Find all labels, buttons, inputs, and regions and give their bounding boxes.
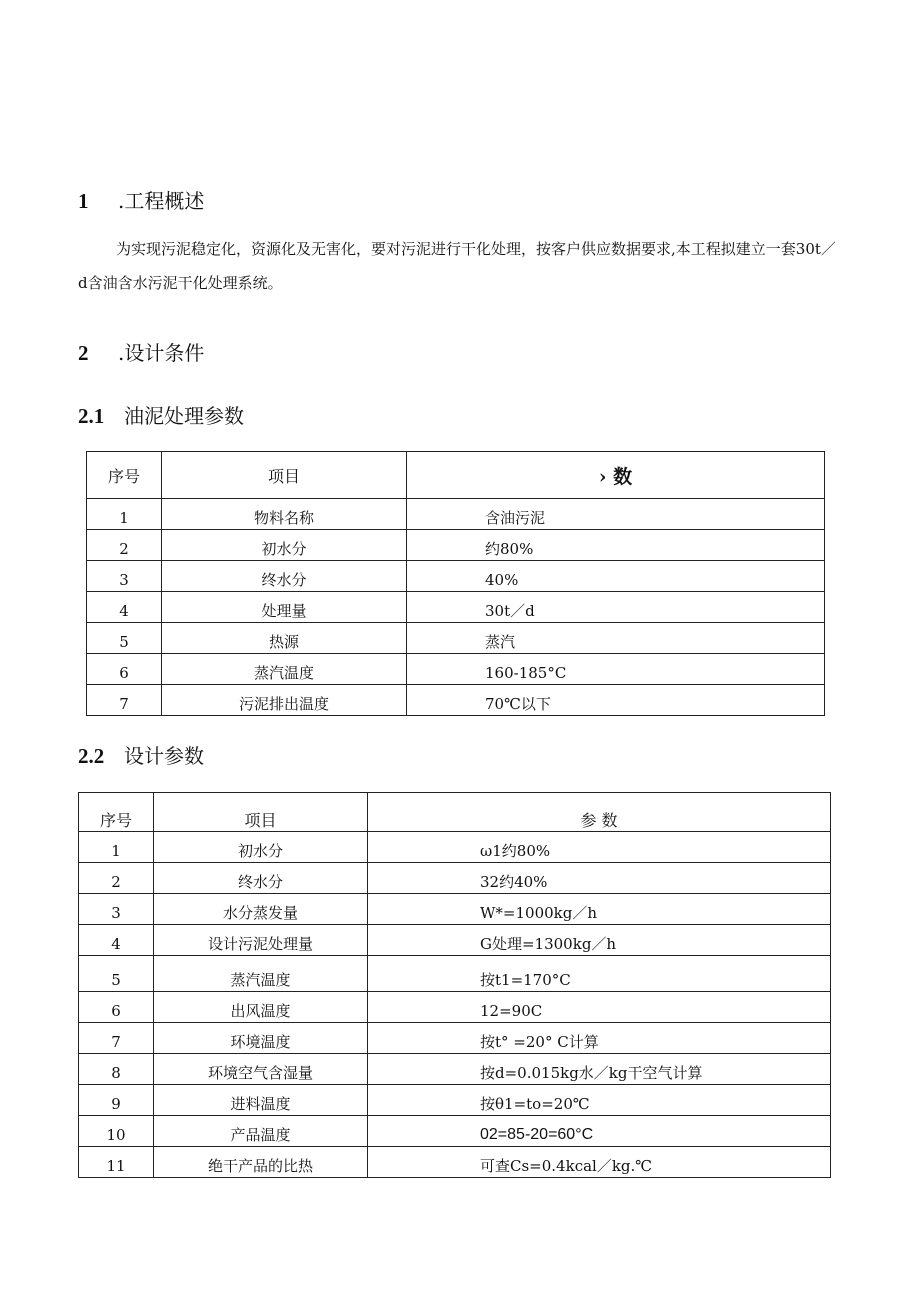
- row-value: G处理=1300kg／h: [368, 925, 831, 956]
- row-value: 约80%: [407, 530, 825, 561]
- row-num: 3: [87, 561, 162, 592]
- table-row: [87, 685, 825, 716]
- row-value: 按θ1=to=20℃: [368, 1085, 831, 1116]
- section-number: 2.2: [78, 744, 105, 768]
- design-parameters-table: [78, 792, 831, 1178]
- row-num: 4: [87, 592, 162, 623]
- row-num: 5: [87, 623, 162, 654]
- section-title: 油泥处理参数: [124, 404, 244, 428]
- row-value: 按t1=170°C: [368, 956, 831, 992]
- table-row: [79, 894, 831, 925]
- section-number: 2: [78, 341, 89, 365]
- row-value: 32约40%: [368, 863, 831, 894]
- section-title: 设计参数: [124, 744, 204, 768]
- row-value: 70℃以下: [407, 685, 825, 716]
- row-value: 按d=0.015kg水／kg干空气计算: [368, 1054, 831, 1085]
- section-title: .工程概述: [118, 189, 205, 213]
- table-row: [79, 1054, 831, 1085]
- row-value: 40%: [407, 561, 825, 592]
- row-item: 热源: [162, 623, 407, 654]
- row-item: 环境温度: [154, 1023, 368, 1054]
- table-row: [79, 1023, 831, 1054]
- sludge-parameters-table: [86, 451, 825, 716]
- row-num: 1: [79, 832, 154, 863]
- table-row: [79, 832, 831, 863]
- row-num: 11: [79, 1147, 154, 1178]
- row-item: 水分蒸发量: [154, 894, 368, 925]
- row-num: 1: [87, 499, 162, 530]
- section-title: .设计条件: [118, 341, 205, 365]
- row-item: 出风温度: [154, 992, 368, 1023]
- header-value: 参 数: [368, 793, 831, 832]
- section-2-1-heading: [78, 400, 244, 429]
- row-value: 02=85-20=60°C: [368, 1116, 831, 1147]
- header-item: 项目: [154, 793, 368, 832]
- table-row: [79, 1116, 831, 1147]
- table-row: [79, 925, 831, 956]
- row-num: 6: [87, 654, 162, 685]
- row-item: 绝干产品的比热: [154, 1147, 368, 1178]
- row-item: 环境空气含湿量: [154, 1054, 368, 1085]
- table-row: [87, 654, 825, 685]
- row-item: 蒸汽温度: [154, 956, 368, 992]
- overview-paragraph: 为实现污泥稳定化，资源化及无害化，要对污泥进行干化处理，按客户供应数据要求,本工程拟建立一套30t／d含油含水污泥干化处理系统。: [78, 240, 836, 292]
- row-num: 3: [79, 894, 154, 925]
- row-item: 物料名称: [162, 499, 407, 530]
- header-num: 序号: [79, 793, 154, 832]
- section-number: 2.1: [78, 404, 105, 428]
- row-item: 产品温度: [154, 1116, 368, 1147]
- row-item: 处理量: [162, 592, 407, 623]
- row-item: 初水分: [154, 832, 368, 863]
- row-value: 按t° =20° C计算: [368, 1023, 831, 1054]
- table-row: [87, 623, 825, 654]
- row-value: 30t／d: [407, 592, 825, 623]
- row-item: 蒸汽温度: [162, 654, 407, 685]
- table-row: [79, 863, 831, 894]
- table-row: [79, 992, 831, 1023]
- row-value: 含油污泥: [407, 499, 825, 530]
- section-2-2-heading: [78, 740, 204, 769]
- header-item: 项目: [162, 452, 407, 499]
- row-num: 7: [87, 685, 162, 716]
- header-num: 序号: [87, 452, 162, 499]
- row-num: 5: [79, 956, 154, 992]
- table-header-row: [87, 452, 825, 499]
- table-row: [79, 956, 831, 992]
- row-item: 终水分: [154, 863, 368, 894]
- row-num: 7: [79, 1023, 154, 1054]
- row-item: 进料温度: [154, 1085, 368, 1116]
- row-item: 设计污泥处理量: [154, 925, 368, 956]
- row-num: 8: [79, 1054, 154, 1085]
- row-value: 12=90C: [368, 992, 831, 1023]
- table-row: [87, 592, 825, 623]
- row-num: 6: [79, 992, 154, 1023]
- row-item: 终水分: [162, 561, 407, 592]
- row-value: ω1约80%: [368, 832, 831, 863]
- table-header-row: [79, 793, 831, 832]
- section-2-heading: [78, 337, 204, 366]
- section-1-heading: [78, 185, 204, 214]
- table-row: [79, 1147, 831, 1178]
- row-num: 2: [79, 863, 154, 894]
- header-value: › 数: [407, 452, 825, 499]
- row-num: 2: [87, 530, 162, 561]
- row-num: 9: [79, 1085, 154, 1116]
- row-value: 可查Cs=0.4kcal／kg.℃: [368, 1147, 831, 1178]
- table-row: [79, 1085, 831, 1116]
- row-value: 160-185°C: [407, 654, 825, 685]
- table-row: [87, 561, 825, 592]
- table-row: [87, 499, 825, 530]
- table-row: [87, 530, 825, 561]
- row-value: W*=1000kg／h: [368, 894, 831, 925]
- row-value: 蒸汽: [407, 623, 825, 654]
- section-number: 1: [78, 189, 89, 213]
- row-num: 4: [79, 925, 154, 956]
- row-item: 污泥排出温度: [162, 685, 407, 716]
- row-item: 初水分: [162, 530, 407, 561]
- row-num: 10: [79, 1116, 154, 1147]
